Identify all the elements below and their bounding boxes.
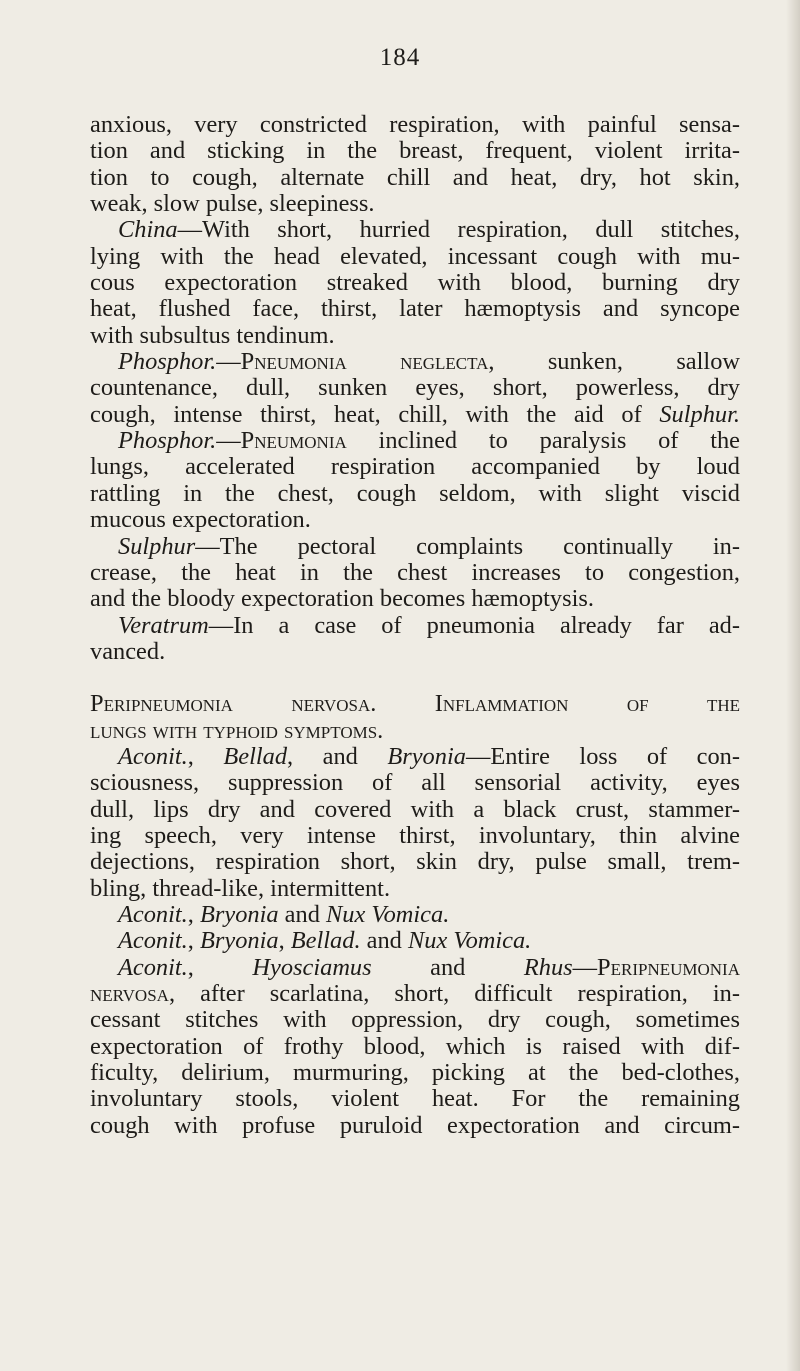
text-run: lungs, accelerated respiration accompanied by loud <box>90 453 740 481</box>
text-run: dejections, respiration short, skin dry, pulse small, trem- <box>90 848 740 876</box>
remedy-name: Sulphur. <box>659 400 740 428</box>
text-run: ficulty, delirium, murmuring, picking at the bed-clothes, <box>90 1059 740 1087</box>
remedy-name: Rhus <box>523 953 573 981</box>
text-line <box>90 981 740 1007</box>
page-number: 184 <box>379 44 421 71</box>
text-line <box>90 902 740 928</box>
text-run: — <box>216 427 241 455</box>
text-line <box>90 402 740 428</box>
text-line <box>90 507 740 533</box>
text-line <box>90 691 740 717</box>
text-run: crease, the heat in the chest increases to congestion, <box>90 558 740 586</box>
text-run: with subsultus tendinum. <box>90 321 335 349</box>
text-run: weak, slow pulse, sleepiness. <box>90 190 375 218</box>
text-line <box>90 138 740 164</box>
text-line <box>90 165 740 191</box>
text-run: and the bloody expectoration becomes hæmoptysis. <box>90 585 594 613</box>
small-caps-term: nervosa <box>90 980 169 1007</box>
text-run: expectoration of frothy blood, which is raised with dif- <box>90 1032 740 1060</box>
text-run: cough, intense thirst, heat, chill, with the aid of <box>90 400 660 428</box>
remedy-name: Nux Vomica. <box>326 900 450 928</box>
text-run: — <box>572 953 598 981</box>
text-run: and <box>278 900 326 928</box>
text-run: , after scarlatina, short, difficult respiration, in- <box>168 980 740 1007</box>
text-run: —Entire loss of con- <box>465 742 740 770</box>
small-caps-term: Peripneumonia nervosa. Inflammation of the <box>90 690 740 718</box>
small-caps-term: lungs with typhoid symptoms. <box>90 716 384 744</box>
text-run: , sunken, sallow <box>488 348 740 376</box>
text-run: heat, flushed face, thirst, later hæmoptysis and syncope <box>90 295 740 323</box>
text-line <box>90 823 740 849</box>
text-line <box>90 1034 740 1060</box>
remedy-name: Veratrum <box>118 611 209 639</box>
text-line <box>90 375 740 401</box>
text-run: involuntary stools, violent heat. For the remaining <box>90 1085 740 1113</box>
page-edge-shadow <box>786 0 800 1371</box>
text-line <box>90 928 740 954</box>
small-caps-term: Peripneumonia <box>597 953 740 981</box>
text-line <box>90 744 740 770</box>
text-line <box>90 296 740 322</box>
text-line <box>90 349 740 375</box>
text-run: —The pectoral complaints continually in- <box>195 532 740 560</box>
text-line <box>90 1007 740 1033</box>
text-run: , <box>187 927 200 955</box>
remedy-name: Bryonia <box>199 927 279 955</box>
text-run: ing speech, very intense thirst, involuntary, thin alvine <box>90 821 740 849</box>
remedy-name: Bellad <box>223 742 288 770</box>
text-run: cough with profuse puruloid expectoration and circum- <box>90 1111 740 1139</box>
text-line <box>90 1060 740 1086</box>
text-run: , and <box>287 742 388 770</box>
remedy-name: China <box>118 216 178 244</box>
remedy-name: Bryonia <box>387 742 466 770</box>
text-run: vanced. <box>90 637 166 665</box>
text-line <box>90 191 740 217</box>
remedy-name: Aconit. <box>118 742 188 770</box>
text-run: , <box>187 742 224 770</box>
remedy-name: Bellad. <box>290 927 361 955</box>
text-run: cessant stitches with oppression, dry cough, sometimes <box>90 1006 740 1034</box>
text-line <box>90 1086 740 1112</box>
text-line <box>90 797 740 823</box>
remedy-name: Hyosciamus <box>252 953 372 981</box>
remedy-name: Bryonia <box>199 900 279 928</box>
text-run: , <box>187 953 253 981</box>
text-line <box>90 639 740 665</box>
text-run: —With short, hurried respiration, dull stitches, <box>177 216 740 244</box>
text-line <box>90 428 740 454</box>
body-text <box>90 112 740 1139</box>
remedy-name: Phosphor. <box>118 348 217 376</box>
text-line <box>90 560 740 586</box>
text-run: rattling in the chest, cough seldom, with slight viscid <box>90 479 740 507</box>
text-line <box>90 244 740 270</box>
text-run: and <box>371 953 524 981</box>
text-run: dull, lips dry and covered with a black crust, stammer- <box>90 795 740 823</box>
text-run: — <box>216 348 241 376</box>
text-line <box>90 955 740 981</box>
text-run: cous expectoration streaked with blood, burning dry <box>90 269 740 297</box>
remedy-name: Aconit. <box>118 900 188 928</box>
small-caps-term: Pneumonia neglecta <box>240 348 489 376</box>
text-run: mucous expectoration. <box>90 506 311 534</box>
paragraph-gap <box>90 665 740 691</box>
text-line <box>90 718 740 744</box>
text-line <box>90 454 740 480</box>
text-line <box>90 481 740 507</box>
text-line <box>90 323 740 349</box>
remedy-name: Sulphur <box>118 532 196 560</box>
small-caps-term: Pneumonia <box>240 427 347 455</box>
text-run: sciousness, suppression of all sensorial activity, eyes <box>90 769 740 797</box>
remedy-name: Nux Vomica. <box>407 927 532 955</box>
text-line <box>90 613 740 639</box>
text-run: , <box>278 927 291 955</box>
text-run: tion to cough, alternate chill and heat, dry, hot skin, <box>90 163 740 191</box>
text-line <box>90 217 740 243</box>
text-run: tion and sticking in the breast, frequent, violent irrita- <box>90 137 740 165</box>
text-run: , <box>187 900 200 928</box>
text-run: lying with the head elevated, incessant cough with mu- <box>90 242 740 270</box>
text-run: countenance, dull, sunken eyes, short, powerless, dry <box>90 374 740 402</box>
text-line <box>90 270 740 296</box>
text-line <box>90 770 740 796</box>
text-run: and <box>360 927 408 955</box>
text-line <box>90 112 740 138</box>
text-line <box>90 1113 740 1139</box>
text-line <box>90 534 740 560</box>
text-run: —In a case of pneumonia already far ad- <box>208 611 740 639</box>
text-run: inclined to paralysis of the <box>346 427 740 455</box>
remedy-name: Aconit. <box>118 953 188 981</box>
text-line <box>90 849 740 875</box>
text-line <box>90 876 740 902</box>
text-run: bling, thread-like, intermittent. <box>90 874 391 902</box>
text-line <box>90 586 740 612</box>
text-run: anxious, very constricted respiration, with painful sensa- <box>90 111 740 138</box>
remedy-name: Aconit. <box>118 927 188 955</box>
remedy-name: Phosphor. <box>118 427 217 455</box>
